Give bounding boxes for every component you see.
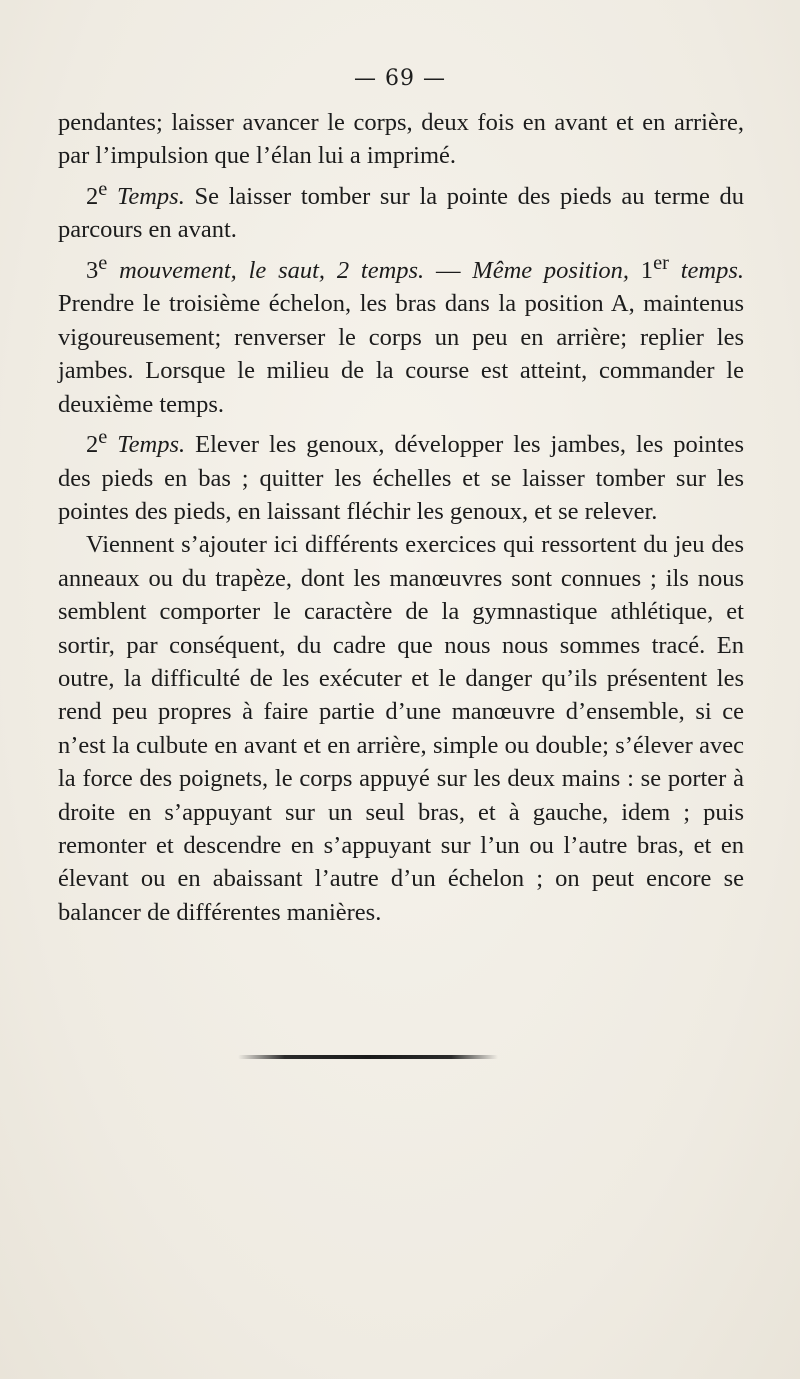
italic-phrase: Même position, (472, 256, 630, 284)
italic-phrase: Temps. (117, 431, 186, 459)
text-run (107, 257, 119, 284)
paragraph (58, 173, 744, 247)
text-run: 2 (86, 182, 99, 210)
paragraph (58, 528, 744, 929)
page-number: — 69 — (354, 66, 446, 91)
text-run: Prendre le troisième échelon, les bras dans la position A, maintenus vigoureusement; renverser le corps un peu en arrière; replier les jambes. Lorsque le milieu de la course est atteint, commander le deuxième temps. (58, 290, 744, 418)
text-run (325, 257, 337, 284)
paragraph (58, 247, 744, 421)
text-run: pendantes; laisser avancer le corps, deux fois en avant et en arrière, par l’impulsion que l’élan lui a imprimé. (58, 109, 744, 170)
ordinal-superscript: e (98, 251, 108, 274)
text-run: 1 (629, 256, 654, 284)
italic-phrase: mouvement, le saut, (119, 256, 326, 284)
ordinal-superscript: e (98, 177, 108, 200)
end-rule-ornament (238, 1055, 498, 1059)
paragraph (58, 421, 744, 528)
text-run: — (424, 256, 473, 284)
text-run: 3 (86, 256, 99, 284)
text-run (669, 257, 681, 284)
text-run: Viennent s’ajouter ici différents exercices qui ressortent du jeu des anneaux ou du trapèze, dont les manœuvres sont connues ; ils nous semblent comporter le caractère de la gymnastique athlétique, et sortir, par conséquent, du cadre que nous nous sommes tracé. En outre, la difficulté de les exécuter et le danger qu’ils présentent les rend peu propres à faire partie d’une manœuvre d’ensemble, si ce n’est la culbute en avant et en arrière, simple ou double; s’élever avec la force des poignets, le corps appuyé sur les deux mains : se porter à droite en s’appuyant sur un seul bras, et à gauche, idem ; puis remonter et descendre en s’appuyant sur l’un ou l’autre bras, et en élevant ou en abaissant l’autre d’un échelon ; on peut encore se balancer de différentes manières. (58, 531, 744, 926)
text-run: Se laisser tomber sur la pointe des pieds au terme du parcours en avant. (58, 182, 745, 244)
ordinal-superscript: e (98, 425, 108, 448)
ordinal-superscript: er (653, 251, 669, 274)
body-text (58, 106, 744, 929)
text-run: 2 (86, 431, 99, 459)
italic-phrase: temps. (680, 256, 745, 284)
italic-phrase: 2 temps. (336, 256, 425, 284)
text-run: Elever les genoux, développer les jambes, les pointes des pieds en bas ; quitter les échelles et se laisser tomber sur les pointes des pieds, en laissant fléchir les genoux, et se relever. (58, 431, 744, 525)
paragraph (58, 106, 744, 173)
text-run (107, 431, 117, 458)
text-run (107, 183, 117, 210)
italic-phrase: Temps. (116, 182, 185, 210)
